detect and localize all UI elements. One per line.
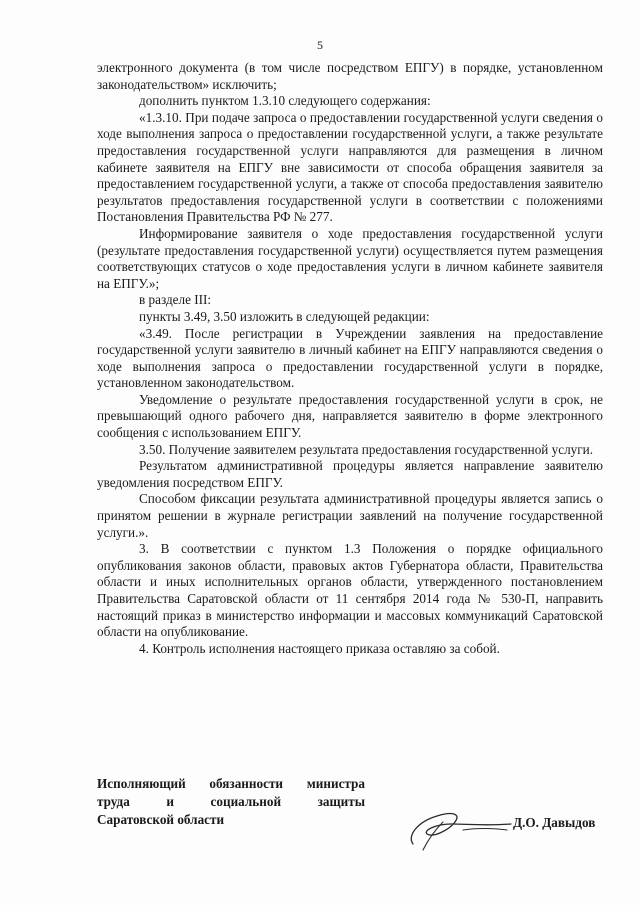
paragraph: электронного документа (в том числе посредством ЕПГУ) в порядке, установленном законодательством» исключить; bbox=[97, 60, 603, 92]
paragraph: 4. Контроль исполнения настоящего приказа оставляю за собой. bbox=[139, 640, 500, 656]
handwritten-signature-icon bbox=[403, 800, 519, 860]
paragraph: «3.49. После регистрации в Учреждении заявления на предоставление государственной услуги заявителю в личный кабинет на ЕПГУ направляются сведения о ходе выполнения запроса о предоставлении государственной услуги в порядке, установленном законодательством. bbox=[97, 325, 603, 391]
paragraph: в разделе III: bbox=[139, 292, 212, 308]
page-number: 5 bbox=[317, 38, 323, 52]
document-body bbox=[97, 60, 603, 657]
signatory-title-line: труда и социальной защиты bbox=[97, 794, 365, 809]
paragraph: Результатом административной процедуры является направление заявителю уведомления посредством ЕПГУ. bbox=[97, 458, 603, 490]
paragraph: Информирование заявителя о ходе предоставления государственной услуги (результате предоставления государственной услуги) осуществляется путем размещения соответствующих статусов о ходе предоставления услуги в личном кабинете заявителя на ЕПГУ.»; bbox=[97, 225, 603, 291]
paragraph: дополнить пунктом 1.3.10 следующего содержания: bbox=[139, 93, 431, 109]
signatory-name: Д.О. Давыдов bbox=[513, 815, 596, 830]
paragraph: 3. В соответствии с пунктом 1.3 Положения о порядке официального опубликования законов области, правовых актов Губернатора области, Правительства области и иных исполнительных органов области, утвержденного постановлением Правительства Саратовской области от 11 сентября 2014 года № 530-П, направить настоящий приказ в министерство информации и массовых коммуникаций Саратовской области на опубликование. bbox=[97, 541, 603, 640]
paragraph: 3.50. Получение заявителем результата предоставления государственной услуги. bbox=[139, 441, 594, 457]
paragraph: Способом фиксации результата административной процедуры является запись о принятом решении в журнале регистрации заявлений на получение государственной услуги.». bbox=[97, 491, 603, 540]
signatory-title bbox=[97, 775, 365, 829]
paragraph: пункты 3.49, 3.50 изложить в следующей редакции: bbox=[139, 308, 430, 324]
paragraph: Уведомление о результате предоставления государственной услуги в срок, не превышающий одного рабочего дня, направляется заявителю в форме электронного сообщения с использованием ЕПГУ. bbox=[97, 391, 603, 441]
signatory-title-line: Саратовской области bbox=[97, 812, 225, 827]
signatory-title-line: Исполняющий обязанности министра bbox=[97, 776, 365, 791]
paragraph: «1.3.10. При подаче запроса о предоставлении государственной услуги сведения о ходе выполнения запроса о предоставлении государственной услуги, а также результате предоставления государственной услуги направляются для размещения в личном кабинете заявителя на ЕПГУ вне зависимости от способа обращения заявителя за предоставлением государственной услуги, а также от способа предоставления заявителю результатов предоставления государственной услуги в соответствии с положениями Постановления Правительства РФ № 277. bbox=[97, 109, 603, 225]
